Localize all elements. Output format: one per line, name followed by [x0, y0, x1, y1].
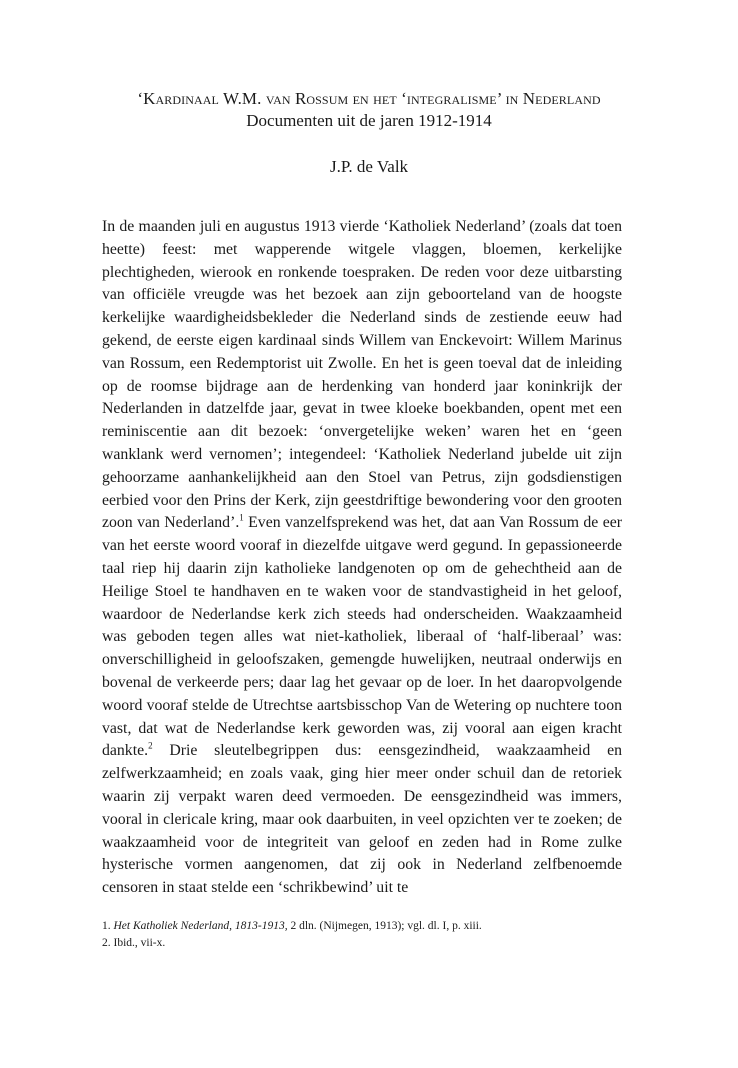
- footnote-reference-1: 1: [239, 513, 244, 524]
- footnote-2: [102, 935, 622, 952]
- body-text-part-2: Even vanzelfsprekend was het, dat aan Van Rossum de eer van het eerste woord vooraf in diezelfde uitgave werd gegund. In gepassioneerde taal riep hij daarin zijn katholieke landgenoten op om de gehechtheid aan de Heilige Stoel te handhaven en te waken voor de standvastigheid in het geloof, waardoor de Nederlandse kerk zich steeds had onderscheiden. Waakzaamheid was geboden tegen alles wat niet-katholiek, liberaal of ‘half-liberaal’ was: onverschilligheid in geloofszaken, gemengde huwelijken, neutraal onderwijs en bovenal de verkeerde pers; daar lag het gevaar op de loer. In het daaropvolgende woord vooraf stelde de Utrechtse aartsbisschop Van de Wetering op nuchtere toon vast, dat wat de Nederlandse kerk geworden was, zij vooral aan eigen kracht dankte.: [102, 514, 622, 760]
- body-text-part-1: In de maanden juli en augustus 1913 vierde ‘Katholiek Nederland’ (zoals dat toen heette) feest: met wapperende witgele vlaggen, bloemen, kerkelijke plechtigheden, wierook en ronkende toespraken. De reden voor deze uitbarsting van officiële vreugde was het bezoek aan zijn geboorteland van de hoogste kerkelijke waardigheidsbekleder die Nederland sinds de zestiende eeuw had gekend, de eerste eigen kardinaal sinds Willem van Enckevoirt: Willem Marinus van Rossum, een Redemptorist uit Zwolle. En het is geen toeval dat de inleiding op de roomse bijdrage aan de herdenking van honderd jaar koninkrijk der Nederlanden in datzelfde jaar, gevat in twee kloeke boekbanden, opent met een reminiscentie aan dit bezoek: ‘onvergetelijke weken’ waren het en ‘geen wanklank werd vernomen’; integendeel: ‘Katholiek Nederland jubelde uit zijn gehoorzame aanhankelijkheid aan den Stoel van Petrus, zijn godsdienstigen eerbied voor den Prins der Kerk, zijn geestdriftige bewondering voor den grooten zoon van Nederland’.: [102, 218, 622, 532]
- footnote-text: Ibid., vii-x.: [113, 937, 166, 949]
- footnotes: [102, 918, 622, 952]
- body-paragraph: [102, 216, 622, 900]
- footnote-cited-title: Het Katholiek Nederland, 1813-1913,: [113, 920, 288, 932]
- author-name: J.P. de Valk: [329, 157, 409, 176]
- title-main: ‘Kardinaal W.M. van Rossum en het ‘integralisme’ in Nederland: [137, 89, 601, 108]
- footnote-1: [102, 918, 622, 935]
- title-subtitle: Documenten uit de jaren 1912-1914: [246, 111, 492, 130]
- footnote-number: 1.: [102, 920, 111, 932]
- article-title: [60, 88, 678, 132]
- footnote-number: 2.: [102, 937, 111, 949]
- body-text-part-3: Drie sleutelbegrippen dus: eensgezindheid, waakzaamheid en zelfwerkzaamheid; en zoals vaak, ging hier meer onder schuil dan de retoriek waarin zij verpakt waren deed vermoeden. De eensgezindheid was immers, vooral in clericale kring, maar ook daarbuiten, in veel opzichten ver te zoeken; de waakzaamheid voor de integriteit van geloof en zeden had in Rome zulke hysterische vormen aangenomen, dat zij ook in Nederland zelfbenoemde censoren in staat stelde een ‘schrikbewind’ uit te: [102, 742, 622, 897]
- footnote-reference-2: 2: [148, 741, 153, 752]
- footnote-text: 2 dln. (Nijmegen, 1913); vgl. dl. I, p. xiii.: [287, 920, 482, 932]
